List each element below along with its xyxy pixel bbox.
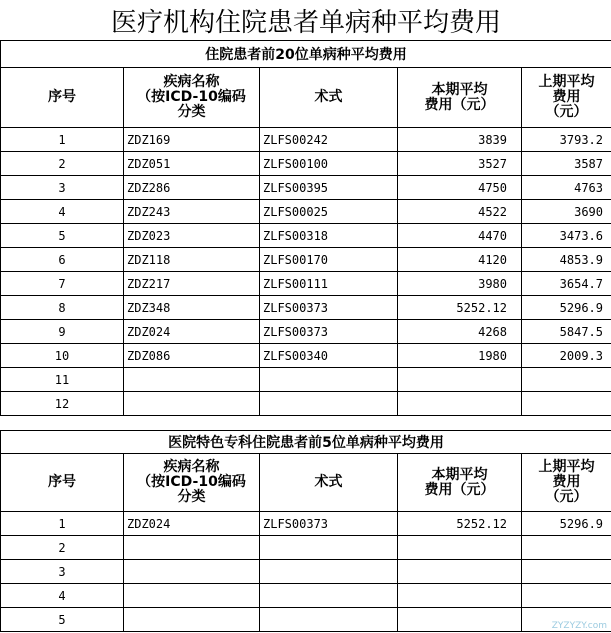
- previous-fee: 4853.9: [522, 248, 611, 272]
- row-number: 2: [1, 536, 124, 560]
- row-number: 10: [1, 344, 124, 368]
- procedure-code: ZLFS00373: [260, 512, 398, 536]
- current-fee: 3527: [398, 152, 522, 176]
- col-header-procedure: 术式: [260, 454, 398, 512]
- table-row: [1, 608, 611, 632]
- current-fee: [398, 536, 522, 560]
- table-row: [1, 176, 611, 200]
- procedure-code: [260, 560, 398, 584]
- procedure-code: ZLFS00373: [260, 320, 398, 344]
- disease-code: [124, 560, 260, 584]
- col-header-procedure: 术式: [260, 68, 398, 128]
- previous-fee: [522, 368, 611, 392]
- page-title: 医疗机构住院患者单病种平均费用: [111, 7, 502, 38]
- row-number: 1: [1, 512, 124, 536]
- disease-code: [124, 584, 260, 608]
- current-fee: 3839: [398, 128, 522, 152]
- table-row: [1, 200, 611, 224]
- table-row: [1, 584, 611, 608]
- previous-fee: 3793.2: [522, 128, 611, 152]
- table-row: [1, 296, 611, 320]
- section1-heading: 住院患者前20位单病种平均费用: [1, 41, 611, 68]
- previous-fee: [522, 536, 611, 560]
- row-number: 5: [1, 224, 124, 248]
- disease-code: ZDZ118: [124, 248, 260, 272]
- table-row: [1, 248, 611, 272]
- procedure-code: ZLFS00170: [260, 248, 398, 272]
- disease-code: ZDZ023: [124, 224, 260, 248]
- previous-fee: 4763: [522, 176, 611, 200]
- procedure-code: ZLFS00395: [260, 176, 398, 200]
- row-number: 3: [1, 560, 124, 584]
- previous-fee: 5296.9: [522, 296, 611, 320]
- procedure-code: ZLFS00340: [260, 344, 398, 368]
- current-fee: [398, 584, 522, 608]
- disease-code: ZDZ024: [124, 512, 260, 536]
- disease-code: ZDZ086: [124, 344, 260, 368]
- current-fee: [398, 608, 522, 632]
- previous-fee: 3690: [522, 200, 611, 224]
- current-fee: 5252.12: [398, 296, 522, 320]
- disease-code: [124, 392, 260, 416]
- procedure-code: ZLFS00373: [260, 296, 398, 320]
- row-number: 6: [1, 248, 124, 272]
- col-header-current-fee: 本期平均 费用（元）: [398, 68, 522, 128]
- col-header-no: 序号: [1, 68, 124, 128]
- row-number: 9: [1, 320, 124, 344]
- current-fee: [398, 560, 522, 584]
- current-fee: 3980: [398, 272, 522, 296]
- row-number: 11: [1, 368, 124, 392]
- table-row: [1, 536, 611, 560]
- procedure-code: [260, 584, 398, 608]
- procedure-code: ZLFS00025: [260, 200, 398, 224]
- table-row: [1, 152, 611, 176]
- current-fee: 4750: [398, 176, 522, 200]
- disease-code: [124, 608, 260, 632]
- row-number: 8: [1, 296, 124, 320]
- row-number: 7: [1, 272, 124, 296]
- disease-code: ZDZ024: [124, 320, 260, 344]
- table-row: [1, 392, 611, 416]
- previous-fee: 3473.6: [522, 224, 611, 248]
- previous-fee: [522, 560, 611, 584]
- previous-fee: [522, 584, 611, 608]
- current-fee: [398, 392, 522, 416]
- disease-code: ZDZ217: [124, 272, 260, 296]
- table-row: [1, 368, 611, 392]
- current-fee: 4268: [398, 320, 522, 344]
- previous-fee: 5296.9: [522, 512, 611, 536]
- current-fee: 4120: [398, 248, 522, 272]
- fee-table-bottom: [0, 430, 611, 632]
- row-number: 4: [1, 200, 124, 224]
- disease-code: [124, 368, 260, 392]
- procedure-code: ZLFS00100: [260, 152, 398, 176]
- table-row: [1, 320, 611, 344]
- current-fee: 5252.12: [398, 512, 522, 536]
- col-header-previous-fee: 上期平均 费用 （元）: [522, 68, 611, 128]
- table-row: [1, 512, 611, 536]
- procedure-code: ZLFS00111: [260, 272, 398, 296]
- procedure-code: ZLFS00318: [260, 224, 398, 248]
- disease-code: ZDZ169: [124, 128, 260, 152]
- row-number: 1: [1, 128, 124, 152]
- row-number: 12: [1, 392, 124, 416]
- current-fee: [398, 368, 522, 392]
- procedure-code: [260, 608, 398, 632]
- procedure-code: ZLFS00242: [260, 128, 398, 152]
- disease-code: [124, 536, 260, 560]
- watermark: ZYZYZY.com: [551, 621, 607, 631]
- procedure-code: [260, 368, 398, 392]
- col-header-previous-fee: 上期平均 费用 （元）: [522, 454, 611, 512]
- col-header-disease: 疾病名称 （按ICD-10编码 分类: [124, 68, 260, 128]
- procedure-code: [260, 536, 398, 560]
- current-fee: 4522: [398, 200, 522, 224]
- col-header-current-fee: 本期平均 费用（元）: [398, 454, 522, 512]
- current-fee: 1980: [398, 344, 522, 368]
- disease-code: ZDZ243: [124, 200, 260, 224]
- current-fee: 4470: [398, 224, 522, 248]
- previous-fee: [522, 392, 611, 416]
- section2-heading: 医院特色专科住院患者前5位单病种平均费用: [1, 431, 611, 454]
- row-number: 5: [1, 608, 124, 632]
- previous-fee: 3587: [522, 152, 611, 176]
- table-row: [1, 224, 611, 248]
- table-row: [1, 344, 611, 368]
- previous-fee: 5847.5: [522, 320, 611, 344]
- table-row: [1, 560, 611, 584]
- col-header-no: 序号: [1, 454, 124, 512]
- table-row: [1, 128, 611, 152]
- disease-code: ZDZ348: [124, 296, 260, 320]
- row-number: 4: [1, 584, 124, 608]
- table-row: [1, 272, 611, 296]
- row-number: 3: [1, 176, 124, 200]
- disease-code: ZDZ286: [124, 176, 260, 200]
- disease-code: ZDZ051: [124, 152, 260, 176]
- col-header-disease: 疾病名称 （按ICD-10编码 分类: [124, 454, 260, 512]
- row-number: 2: [1, 152, 124, 176]
- procedure-code: [260, 392, 398, 416]
- previous-fee: 3654.7: [522, 272, 611, 296]
- previous-fee: 2009.3: [522, 344, 611, 368]
